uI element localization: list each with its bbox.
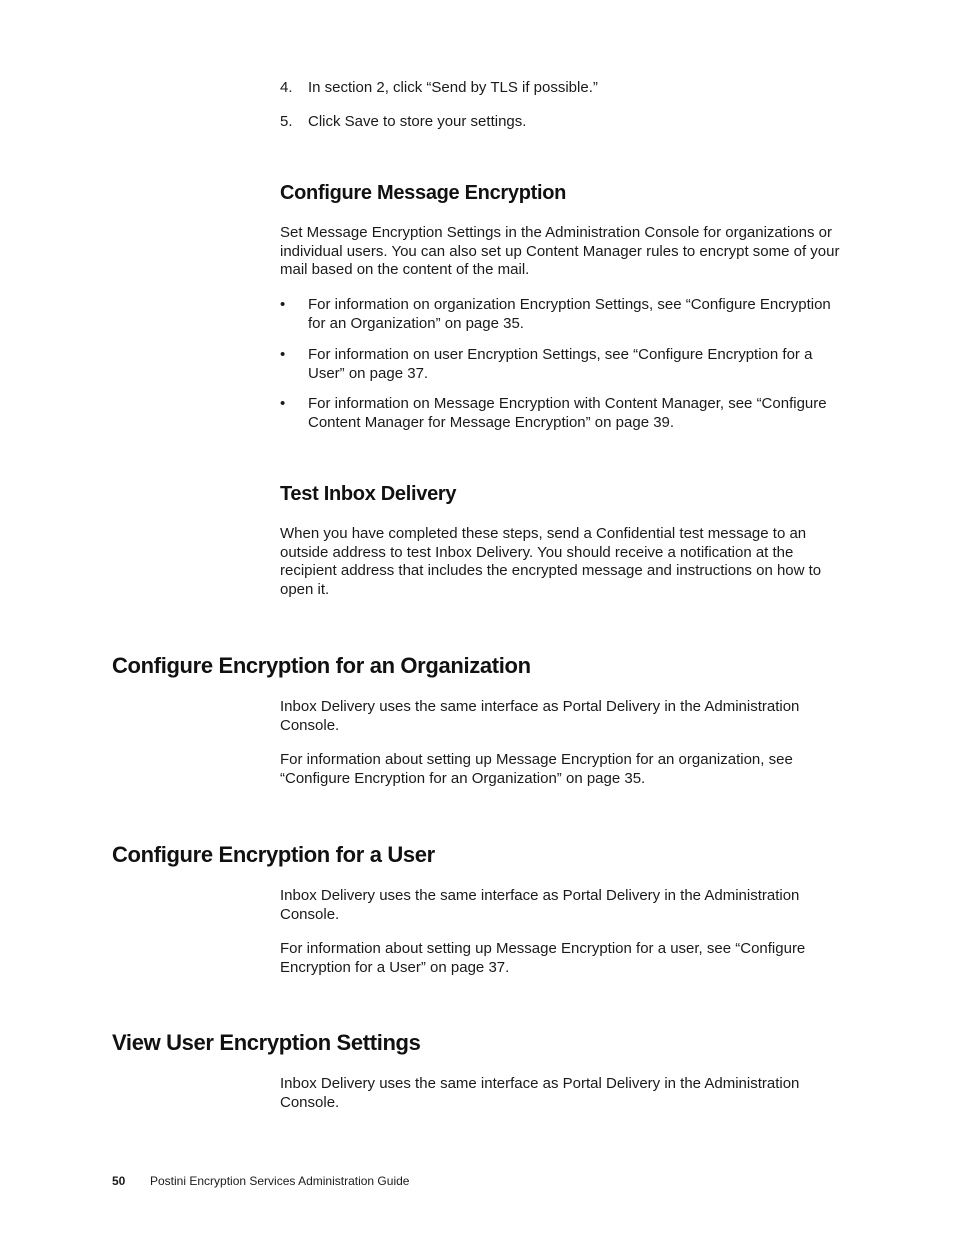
- paragraph-org-interface: Inbox Delivery uses the same interface as Portal Delivery in the Administration Console.: [280, 698, 800, 734]
- page-number: 50: [112, 1174, 126, 1188]
- paragraph-user-info: For information about setting up Message Encryption for a user, see “Configure Encryption for a User” on page 37.: [280, 940, 806, 976]
- step-text: Click Save to store your settings.: [308, 113, 527, 130]
- bullet-symbol: •: [280, 296, 286, 313]
- paragraph-org-info: For information about setting up Message Encryption for an organization, see “Configure Encryption for an Organization” on page 35.: [280, 751, 793, 787]
- bullet-symbol: •: [280, 346, 286, 363]
- section-heading-configure-encryption-user: Configure Encryption for a User: [112, 842, 435, 867]
- paragraph-user-interface: Inbox Delivery uses the same interface as Portal Delivery in the Administration Console.: [280, 887, 800, 923]
- section-heading-test-inbox-delivery: Test Inbox Delivery: [280, 483, 457, 505]
- list-item: [280, 346, 846, 383]
- guide-title: Postini Encryption Services Administration Guide: [150, 1174, 410, 1188]
- step-number: 4.: [280, 79, 293, 96]
- paragraph-view-user-interface: Inbox Delivery uses the same interface as Portal Delivery in the Administration Console.: [280, 1075, 800, 1111]
- paragraph-intro: Set Message Encryption Settings in the Administration Console for organizations or individual users. You can also set up Content Manager rules to encrypt some of your mail based on the content of the mail.: [280, 224, 840, 279]
- list-item: [280, 296, 846, 333]
- paragraph-test-inbox-delivery: When you have completed these steps, send a Confidential test message to an outside address to test Inbox Delivery. You should receive a notification at the recipient address that includes the encrypted message and instructions on how to open it.: [280, 525, 822, 599]
- section-heading-view-user-encryption-settings: View User Encryption Settings: [112, 1030, 421, 1055]
- list-item-text: For information on Message Encryption with Content Manager, see “Configure Content Manager for Message Encryption” on page 39.: [308, 395, 827, 431]
- bullet-symbol: •: [280, 395, 286, 412]
- list-item: [280, 395, 846, 432]
- section-heading-configure-message-encryption: Configure Message Encryption: [280, 182, 567, 204]
- step-4: [280, 79, 846, 98]
- list-item-text: For information on user Encryption Settings, see “Configure Encryption for a User” on page 37.: [308, 346, 813, 382]
- step-number: 5.: [280, 113, 293, 130]
- step-5: [280, 113, 846, 132]
- section-heading-configure-encryption-organization: Configure Encryption for an Organization: [112, 653, 531, 678]
- page-footer: [112, 1174, 409, 1189]
- list-item-text: For information on organization Encryption Settings, see “Configure Encryption for an Organization” on page 35.: [308, 296, 831, 332]
- step-text: In section 2, click “Send by TLS if possible.”: [308, 79, 598, 96]
